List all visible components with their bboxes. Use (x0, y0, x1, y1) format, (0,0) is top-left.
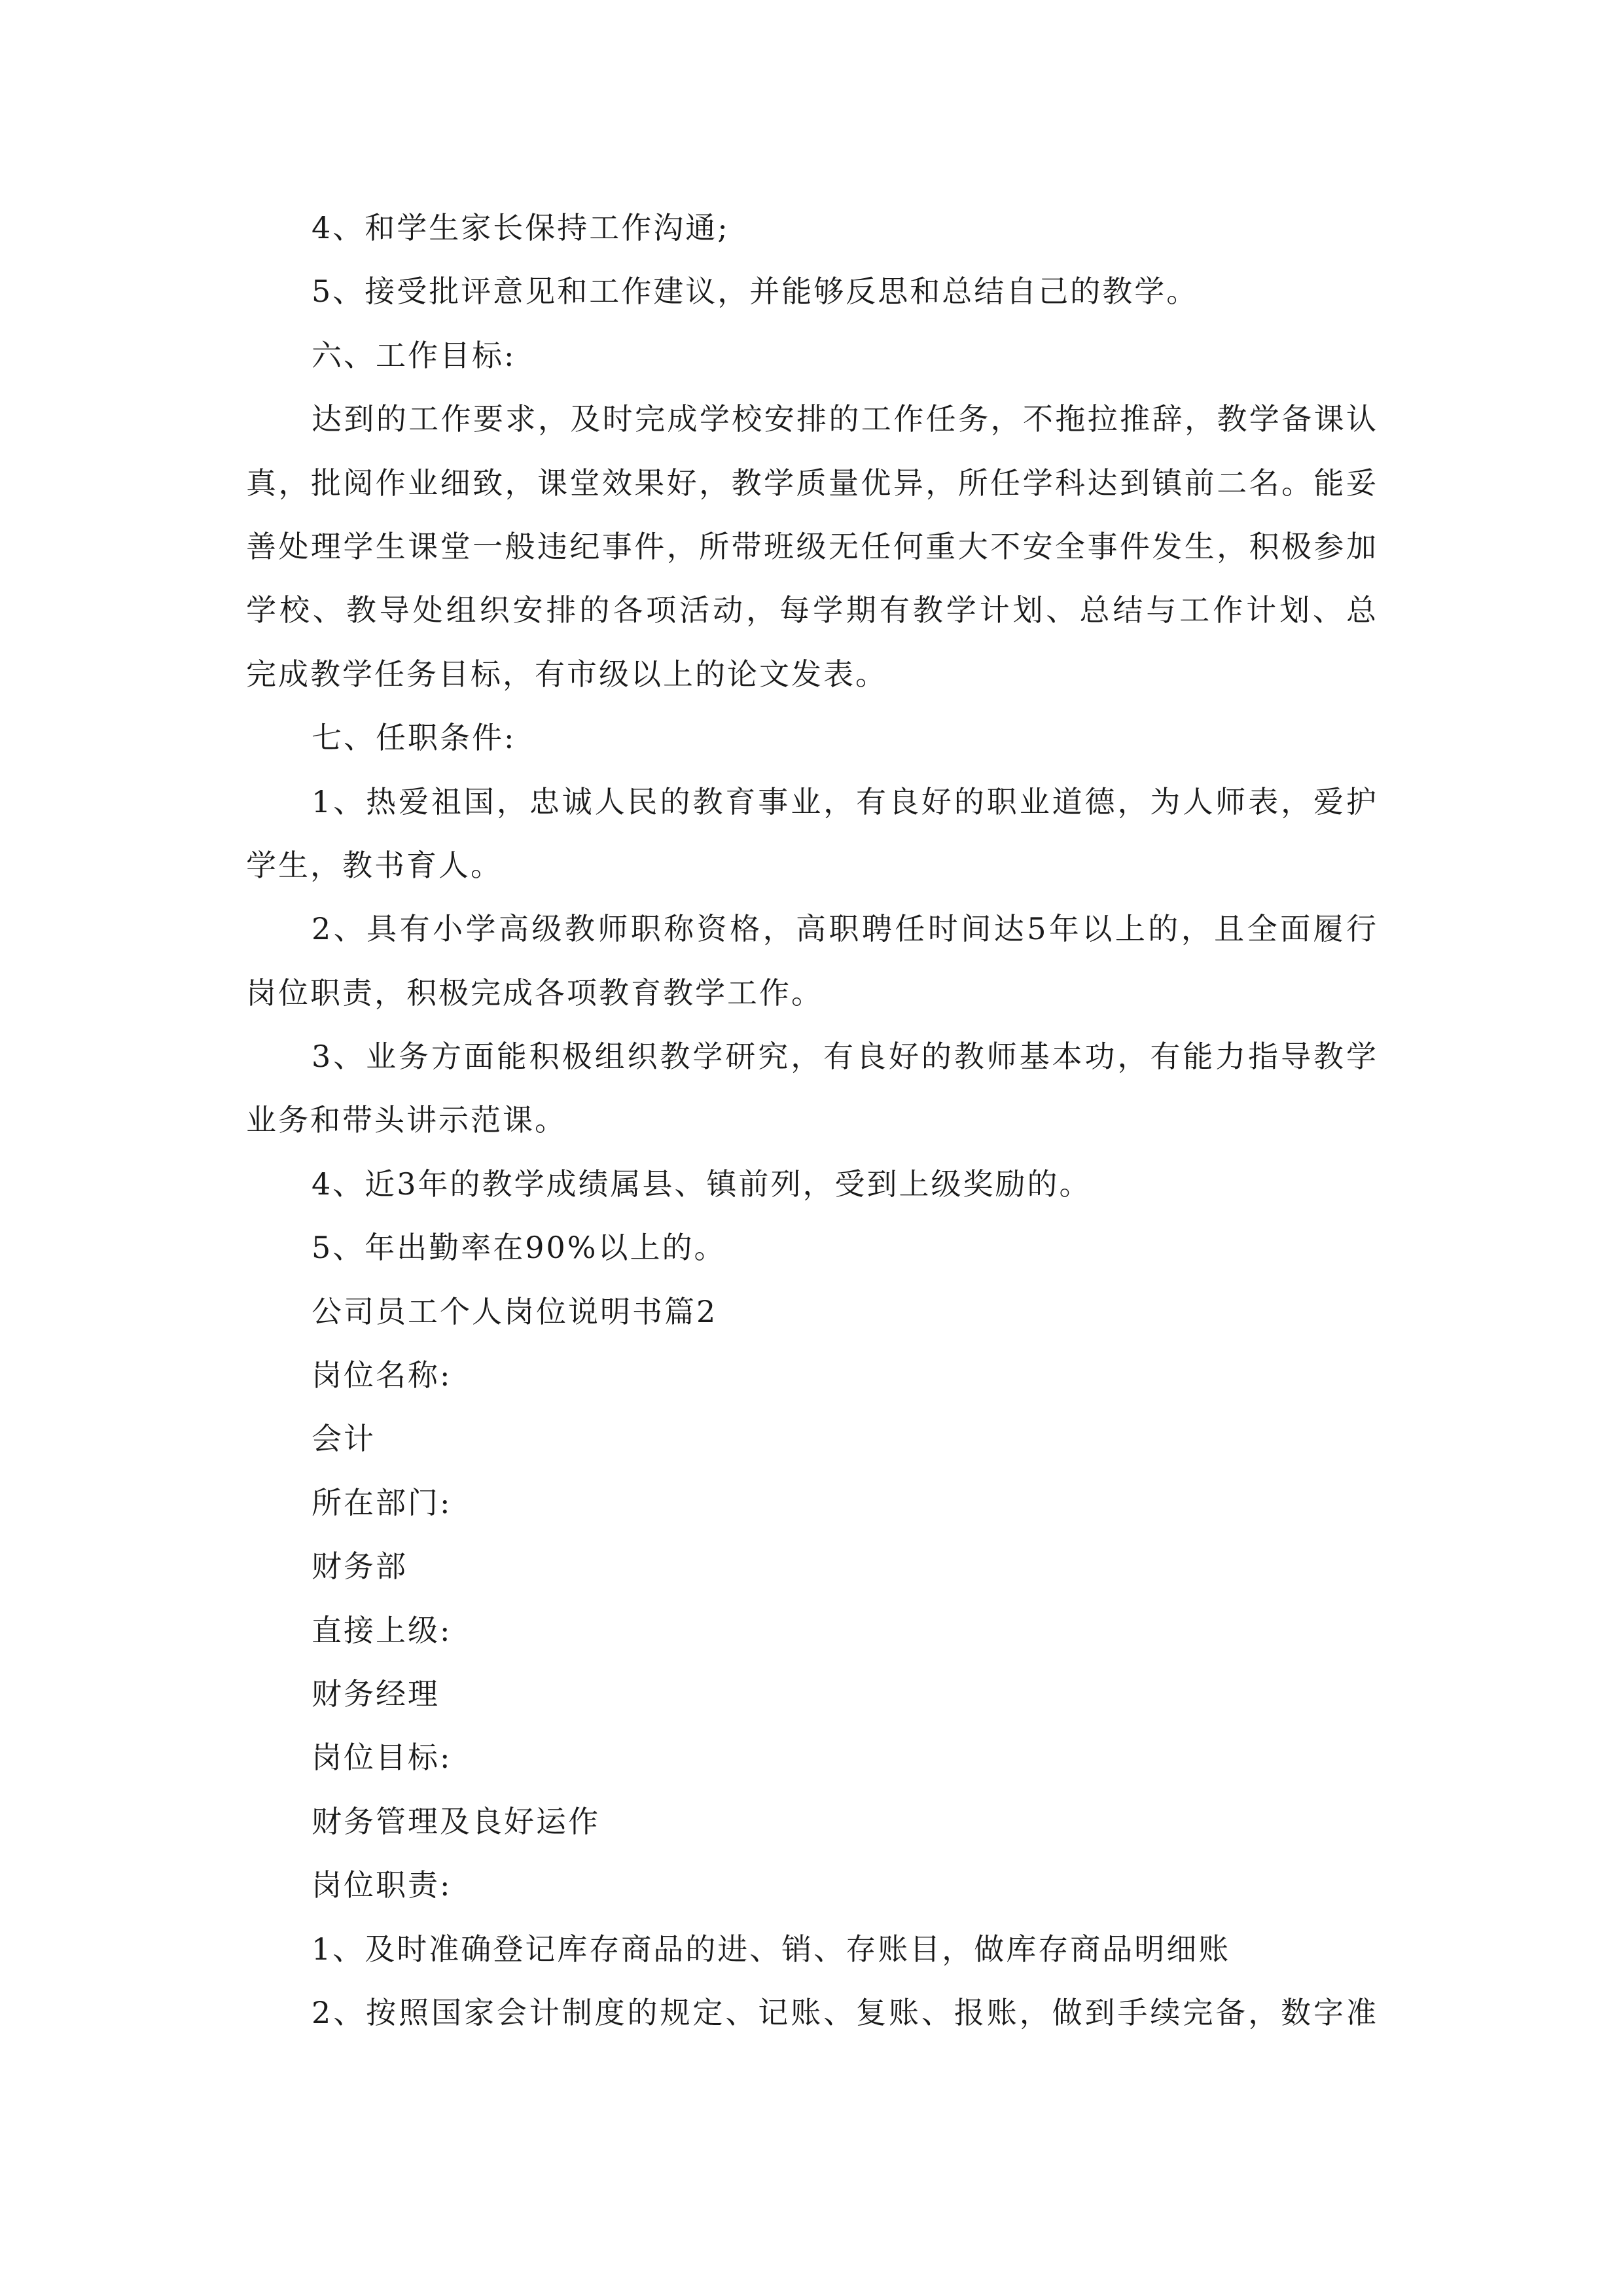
list-item-line: 业务和带头讲示范课。 (246, 1102, 567, 1138)
section-heading-work-goals: 六、工作目标: (312, 337, 516, 373)
field-value-department: 财务部 (312, 1549, 408, 1585)
list-item-communicate-parents: 4、和学生家长保持工作沟通; (312, 210, 730, 245)
paragraph-line: 达到的工作要求，及时完成学校安排的工作任务，不拖拉推辞，教学备课认 (312, 401, 1378, 437)
paragraph-line: 学校、教导处组织安排的各项活动，每学期有教学计划、总结与工作计划、总 (246, 592, 1378, 628)
paragraph-line: 完成教学任务目标，有市级以上的论文发表。 (246, 656, 887, 692)
list-item-line: 3、业务方面能积极组织教学研究，有良好的教师基本功，有能力指导教学 (312, 1039, 1378, 1075)
list-item-line: 5、年出勤率在90%以上的。 (312, 1230, 726, 1266)
section-heading-qualifications: 七、任职条件: (312, 720, 516, 756)
paragraph-line: 善处理学生课堂一般违纪事件，所带班级无任何重大不安全事件发生，积极参加 (246, 528, 1378, 564)
paragraph-line: 真，批阅作业细致，课堂效果好，教学质量优异，所任学科达到镇前二名。能妥 (246, 465, 1378, 501)
list-item-line: 学生，教书育人。 (246, 847, 503, 883)
field-value-supervisor: 财务经理 (312, 1676, 440, 1712)
section-title-part-2: 公司员工个人岗位说明书篇2 (312, 1293, 718, 1329)
field-label-department: 所在部门: (312, 1484, 452, 1520)
list-item-line: 岗位职责，积极完成各项教育教学工作。 (246, 975, 823, 1011)
list-item-line: 1、及时准确登记库存商品的进、销、存账目，做库存商品明细账 (312, 1931, 1231, 1967)
list-item-accept-criticism: 5、接受批评意见和工作建议，并能够反思和总结自己的教学。 (312, 274, 1199, 310)
list-item-line: 1、热爱祖国，忠诚人民的教育事业，有良好的职业道德，为人师表，爱护 (312, 783, 1378, 819)
list-item-line: 2、具有小学高级教师职称资格，高职聘任时间达5年以上的，且全面履行 (312, 911, 1378, 947)
field-label-supervisor: 直接上级: (312, 1612, 452, 1648)
document-body (246, 196, 1378, 2045)
field-label-position-name: 岗位名称: (312, 1357, 452, 1393)
field-value-position-name: 会计 (312, 1421, 376, 1457)
list-item-line: 2、按照国家会计制度的规定、记账、复账、报账，做到手续完备，数字准 (312, 1994, 1378, 2030)
field-value-position-goal: 财务管理及良好运作 (312, 1803, 600, 1839)
list-item-line: 4、近3年的教学成绩属县、镇前列，受到上级奖励的。 (312, 1166, 1092, 1202)
field-label-position-goal: 岗位目标: (312, 1740, 452, 1776)
field-label-responsibilities: 岗位职责: (312, 1867, 452, 1903)
